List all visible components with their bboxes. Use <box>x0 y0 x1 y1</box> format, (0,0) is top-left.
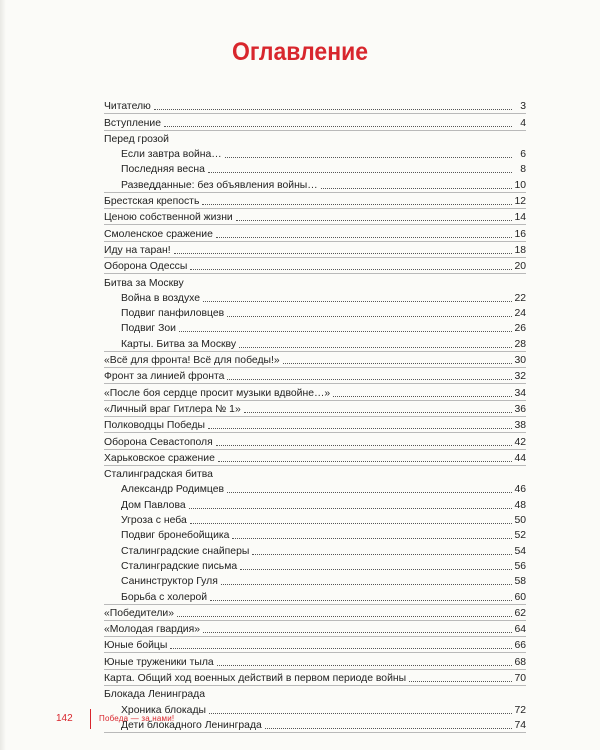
toc-entry-label: Подвиг бронебойщика <box>121 530 230 542</box>
toc-page-number: 20 <box>514 261 526 273</box>
toc-subentry <box>104 320 526 335</box>
dot-leader <box>209 713 512 714</box>
toc-page-number: 16 <box>514 228 526 240</box>
toc-entry <box>104 433 526 449</box>
dot-leader <box>170 648 512 649</box>
toc-page-number: 22 <box>514 292 526 304</box>
toc-page-number: 10 <box>514 179 526 191</box>
toc-page-number: 70 <box>514 672 526 684</box>
footer-running-title: Победа — за нами! <box>99 714 175 723</box>
toc-entry <box>104 274 526 289</box>
toc-entry-label: Подвиг панфиловцев <box>121 308 225 320</box>
toc-page-number: 58 <box>514 576 526 588</box>
dot-leader <box>227 492 512 493</box>
toc-page-number: 28 <box>514 338 526 350</box>
toc-entry-label: «Победители» <box>104 607 174 619</box>
toc-entry-label: Оборона Севастополя <box>104 436 213 448</box>
toc-entry <box>104 670 526 686</box>
toc-entry-label: Сталинградская битва <box>104 469 213 481</box>
toc-entry <box>104 242 526 258</box>
toc-page-number: 14 <box>514 212 526 224</box>
dot-leader <box>244 412 512 413</box>
toc-subentry <box>104 527 526 542</box>
toc-entry <box>104 653 526 669</box>
toc-page-number: 32 <box>514 371 526 383</box>
toc-entry-label: «Всё для фронта! Всё для победы!» <box>104 355 280 367</box>
toc-page-number: 52 <box>514 530 526 542</box>
toc-entry-label: Юные бойцы <box>104 640 168 652</box>
toc-page-number: 60 <box>514 591 526 603</box>
toc-entry-label: Угроза с неба <box>121 515 187 527</box>
table-of-contents <box>104 98 526 733</box>
dot-leader <box>210 600 512 601</box>
toc-page-number: 64 <box>514 624 526 636</box>
toc-entry-label: «Личный враг Гитлера № 1» <box>104 403 241 415</box>
toc-page-number: 8 <box>520 164 526 176</box>
toc-entry-label: Перед грозой <box>104 133 169 145</box>
toc-entry-label: Карта. Общий ход военных действий в первом периоде войны <box>104 672 407 684</box>
toc-page-number: 18 <box>514 244 526 256</box>
dot-leader <box>189 508 512 509</box>
toc-entry-label: Смоленское сражение <box>104 228 213 240</box>
toc-entry-label: Борьба с холерой <box>121 591 208 603</box>
toc-page-number: 24 <box>514 308 526 320</box>
toc-entry-label: Харьковское сражение <box>104 452 215 464</box>
toc-entry-label: Последняя весна <box>121 164 205 176</box>
toc-subentry <box>104 146 526 161</box>
toc-page-number: 62 <box>514 607 526 619</box>
dot-leader <box>333 396 512 397</box>
page-edge-shadow <box>0 0 6 750</box>
toc-page-number: 12 <box>514 196 526 208</box>
toc-page-number: 48 <box>514 499 526 511</box>
toc-entry-label: Иду на таран! <box>104 244 171 256</box>
dot-leader <box>227 316 512 317</box>
dot-leader <box>179 331 512 332</box>
toc-entry-label: Оборона Одессы <box>104 261 188 273</box>
toc-subentry <box>104 496 526 511</box>
toc-entry-label: Ценою собственной жизни <box>104 212 233 224</box>
toc-entry <box>104 686 526 701</box>
page-title: Оглавление <box>231 38 369 66</box>
toc-entry <box>104 417 526 433</box>
toc-subentry <box>104 573 526 588</box>
dot-leader <box>203 632 512 633</box>
footer-page-number: 142 <box>56 713 73 724</box>
toc-entry <box>104 637 526 653</box>
toc-subentry <box>104 512 526 527</box>
toc-subentry <box>104 335 526 351</box>
toc-entry-label: Дети блокадного Ленинграда <box>121 719 262 731</box>
dot-leader <box>174 253 512 254</box>
toc-page-number: 68 <box>514 656 526 668</box>
toc-entry <box>104 401 526 417</box>
toc-page-number: 36 <box>514 403 526 415</box>
toc-page-number: 6 <box>520 149 526 161</box>
toc-entry-label: Фронт за линией фронта <box>104 371 225 383</box>
toc-entry <box>104 352 526 368</box>
toc-page-number: 26 <box>514 323 526 335</box>
toc-page-number: 56 <box>514 560 526 572</box>
toc-entry <box>104 98 526 114</box>
toc-entry-label: Разведданные: без объявления войны… <box>121 179 318 191</box>
toc-subentry <box>104 558 526 573</box>
dot-leader <box>239 347 512 348</box>
toc-entry-label: Брестская крепость <box>104 196 200 208</box>
dot-leader <box>232 538 512 539</box>
dot-leader <box>225 157 512 158</box>
toc-subentry <box>104 588 526 604</box>
toc-entry-label: Подвиг Зои <box>121 323 176 335</box>
toc-entry <box>104 225 526 241</box>
toc-page-number: 30 <box>514 355 526 367</box>
dot-leader <box>164 126 512 127</box>
toc-subentry <box>104 161 526 176</box>
toc-entry-label: Война в воздухе <box>121 292 201 304</box>
toc-page-number: 74 <box>514 719 526 731</box>
toc-entry-label: Полководцы Победы <box>104 420 206 432</box>
toc-entry <box>104 193 526 209</box>
dot-leader <box>216 237 512 238</box>
toc-entry-label: Сталинградские снайперы <box>121 545 250 557</box>
toc-entry <box>104 450 526 466</box>
toc-page-number: 42 <box>514 436 526 448</box>
toc-entry-label: Если завтра война… <box>121 149 222 161</box>
dot-leader <box>154 109 512 110</box>
dot-leader <box>283 363 512 364</box>
toc-page-number: 72 <box>514 704 526 716</box>
toc-entry-label: Хроника блокады <box>121 704 206 716</box>
dot-leader <box>265 728 512 729</box>
dot-leader <box>321 188 512 189</box>
toc-entry <box>104 384 526 400</box>
dot-leader <box>208 172 512 173</box>
dot-leader <box>221 584 512 585</box>
toc-page-number: 34 <box>514 387 526 399</box>
toc-page-number: 3 <box>520 101 526 113</box>
toc-entry <box>104 466 526 481</box>
toc-page-number: 46 <box>514 484 526 496</box>
toc-subentry <box>104 290 526 305</box>
toc-page-number: 38 <box>514 420 526 432</box>
toc-entry-label: Битва за Москву <box>104 277 184 289</box>
toc-entry <box>104 114 526 130</box>
dot-leader <box>202 204 512 205</box>
toc-entry-label: «Молодая гвардия» <box>104 624 200 636</box>
footer-divider <box>90 709 91 729</box>
toc-entry-label: Блокада Ленинграда <box>104 689 206 701</box>
dot-leader <box>236 220 512 221</box>
dot-leader <box>208 428 512 429</box>
dot-leader <box>190 523 512 524</box>
toc-entry <box>104 209 526 225</box>
toc-page-number: 66 <box>514 640 526 652</box>
dot-leader <box>409 681 512 682</box>
toc-entry <box>104 621 526 637</box>
dot-leader <box>227 379 512 380</box>
toc-entry-label: Дом Павлова <box>121 499 186 511</box>
toc-page-number: 54 <box>514 545 526 557</box>
dot-leader <box>217 665 512 666</box>
toc-page-number: 44 <box>514 452 526 464</box>
toc-subentry <box>104 176 526 192</box>
dot-leader <box>216 445 512 446</box>
dot-leader <box>252 554 512 555</box>
toc-entry <box>104 258 526 274</box>
toc-entry-label: Санинструктор Гуля <box>121 576 218 588</box>
toc-entry-label: Читателю <box>104 101 151 113</box>
toc-entry <box>104 131 526 146</box>
toc-entry-label: Карты. Битва за Москву <box>121 338 237 350</box>
dot-leader <box>177 616 512 617</box>
toc-subentry <box>104 542 526 557</box>
toc-entry-label: Вступление <box>104 117 161 129</box>
dot-leader <box>240 569 512 570</box>
toc-page-number: 50 <box>514 515 526 527</box>
toc-entry-label: «После боя сердце просит музыки вдвойне…» <box>104 387 331 399</box>
toc-entry-label: Сталинградские письма <box>121 560 238 572</box>
toc-entry <box>104 368 526 384</box>
dot-leader <box>203 301 512 302</box>
dot-leader <box>190 269 512 270</box>
toc-entry-label: Юные труженики тыла <box>104 656 214 668</box>
dot-leader <box>218 461 512 462</box>
toc-subentry <box>104 481 526 496</box>
toc-entry-label: Александр Родимцев <box>121 484 225 496</box>
toc-subentry <box>104 305 526 320</box>
toc-entry <box>104 605 526 621</box>
toc-page-number: 4 <box>520 117 526 129</box>
